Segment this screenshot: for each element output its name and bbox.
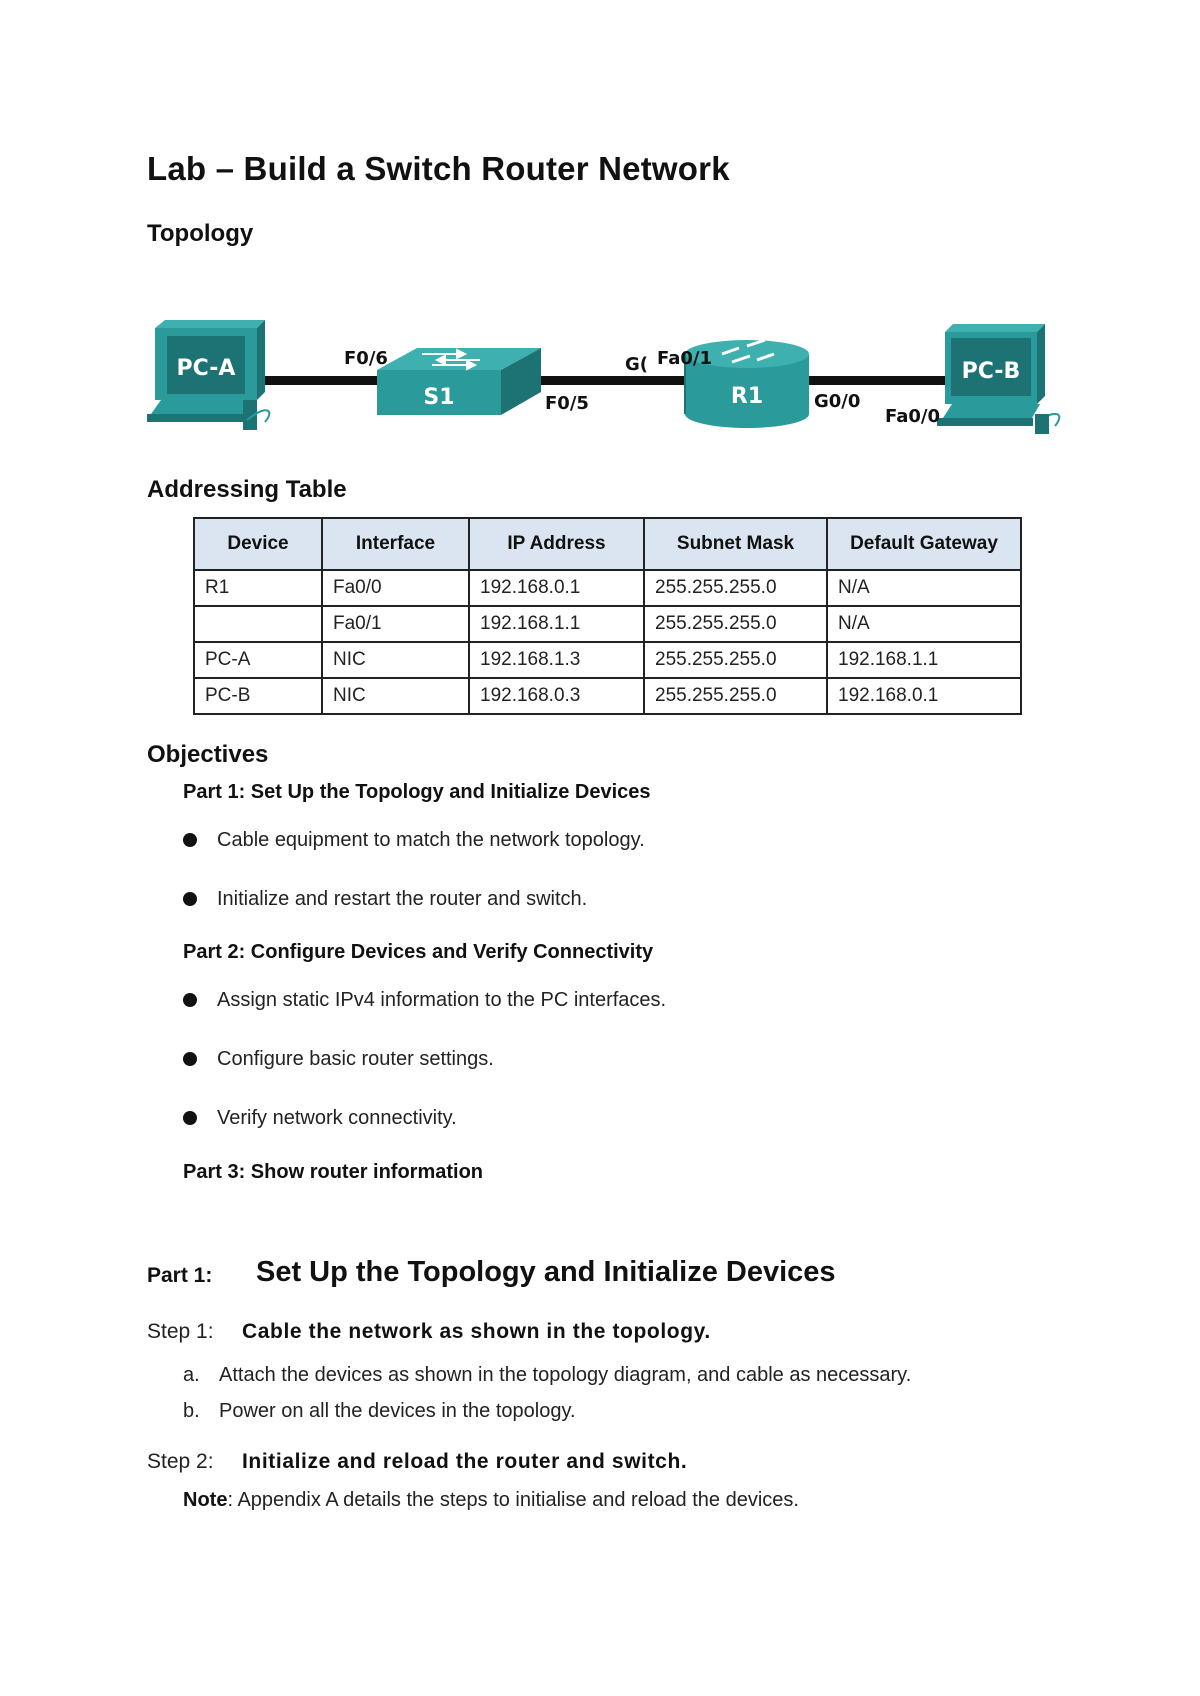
cable-r1-pcb [797,376,957,385]
step1-number: Step 1: [147,1320,214,1343]
table-cell: 255.255.255.0 [644,678,827,714]
port-label-g-cut: G( [625,354,649,375]
pc-b-label: PC-B [961,359,1021,384]
note-text: Note: Appendix A details the steps to initialise and reload the devices. [183,1489,799,1511]
port-label-fa0-0: Fa0/0 [885,406,941,427]
table-cell: 255.255.255.0 [644,606,827,642]
page-title: Lab – Build a Switch Router Network [147,150,730,187]
table-header: Interface [322,518,469,570]
table-cell: PC-B [194,678,322,714]
list-item: a. Attach the devices as shown in the topology diagram, and cable as necessary. [183,1364,912,1386]
table-row [194,678,1021,714]
list-item: Assign static IPv4 information to the PC interfaces. [183,989,666,1012]
addressing-heading: Addressing Table [147,476,347,503]
step2-heading [147,1450,687,1474]
bullet-icon [183,892,197,906]
table-cell: NIC [322,678,469,714]
table-cell: 192.168.1.1 [827,642,1021,678]
table-header: Subnet Mask [644,518,827,570]
list-item: Cable equipment to match the network topology. [183,829,645,852]
table-row [194,570,1021,606]
bullet-icon [183,993,197,1007]
table-header: IP Address [469,518,644,570]
port-label-g0-0: G0/0 [814,391,861,412]
list-item: b. Power on all the devices in the topology. [183,1400,576,1422]
router-r1-label: R1 [730,384,764,409]
switch-s1-label: S1 [423,385,455,410]
table-cell: N/A [827,570,1021,606]
topology-diagram [147,318,1067,450]
bullet-icon [183,833,197,847]
list-item: Initialize and restart the router and switch. [183,888,587,911]
part1-title: Set Up the Topology and Initialize Devices [256,1256,836,1288]
table-cell: 255.255.255.0 [644,570,827,606]
pc-a-label: PC-A [176,356,236,381]
topology-heading: Topology [147,220,254,247]
note-label: Note [183,1489,228,1511]
step2-number: Step 2: [147,1450,214,1473]
table-cell: 192.168.1.3 [469,642,644,678]
pc-b-icon [937,324,1059,434]
cable-lines [262,376,957,385]
table-header: Device [194,518,322,570]
table-cell: 192.168.0.3 [469,678,644,714]
table-cell: Fa0/1 [322,606,469,642]
table-cell: Fa0/0 [322,570,469,606]
list-item: Configure basic router settings. [183,1048,494,1071]
port-label-f0-6: F0/6 [344,348,388,369]
table-row [194,642,1021,678]
table-cell: R1 [194,570,322,606]
port-label-fa0-1: Fa0/1 [657,348,713,369]
bullet-icon [183,1111,197,1125]
table-cell: 192.168.0.1 [469,570,644,606]
objective-part1: Part 1: Set Up the Topology and Initialize Devices [183,781,651,803]
table-cell: NIC [322,642,469,678]
step1-heading [147,1320,711,1344]
step1-text: Cable the network as shown in the topology. [242,1320,711,1343]
pc-a-icon [147,320,269,430]
part1-label: Part 1: [147,1264,213,1287]
switch-s1-icon [377,348,541,415]
objective-part3: Part 3: Show router information [183,1161,484,1183]
objectives-heading: Objectives [147,741,269,768]
table-header-row [194,518,1021,570]
table-row [194,606,1021,642]
addressing-table [193,517,1022,715]
table-cell: PC-A [194,642,322,678]
table-cell: 192.168.0.1 [827,678,1021,714]
port-label-f0-5: F0/5 [545,393,589,414]
table-header: Default Gateway [827,518,1021,570]
step2-text: Initialize and reload the router and switch. [242,1450,688,1473]
bullet-icon [183,1052,197,1066]
list-item: Verify network connectivity. [183,1107,457,1130]
table-cell [194,606,322,642]
table-cell: 192.168.1.1 [469,606,644,642]
table-cell: 255.255.255.0 [644,642,827,678]
objective-part2: Part 2: Configure Devices and Verify Connectivity [183,941,654,963]
table-cell: N/A [827,606,1021,642]
